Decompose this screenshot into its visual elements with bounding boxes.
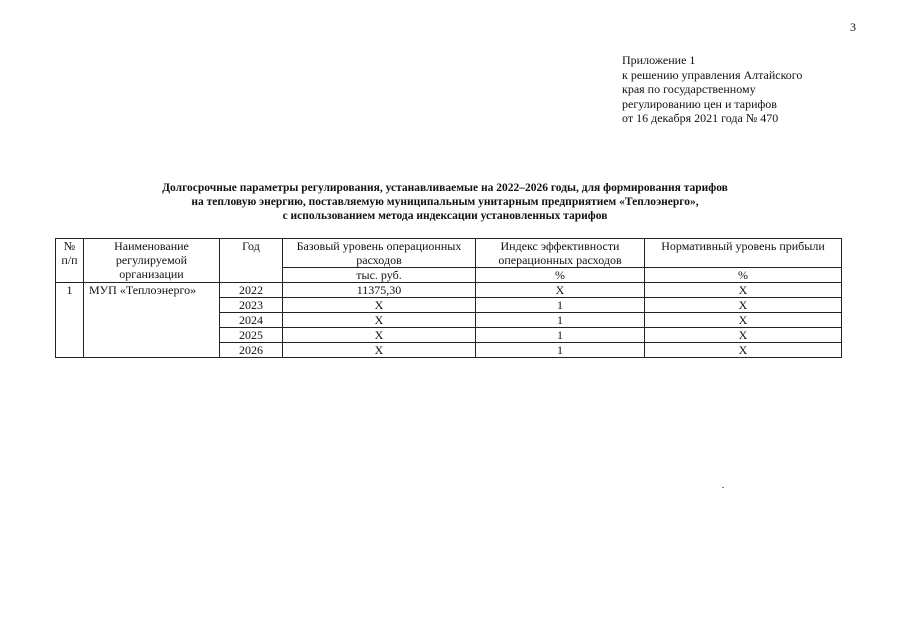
title-line: с использованием метода индексации установленных тарифов [282, 210, 608, 222]
table-row [56, 283, 842, 298]
cell-base-costs: X [283, 313, 476, 328]
title-line: Долгосрочные параметры регулирования, устанавливаемые на 2022–2026 годы, для формирования тарифов [162, 182, 728, 194]
table-header-row [56, 239, 842, 268]
appendix-line: к решению управления Алтайского [622, 67, 803, 82]
header-organization: Наименование регулируемой организации [84, 239, 220, 283]
header-profit-level: Нормативный уровень прибыли [645, 239, 842, 268]
cell-base-costs: X [283, 298, 476, 313]
cell-profit-level: X [645, 343, 842, 358]
scan-speck [722, 487, 724, 488]
cell-efficiency-index: 1 [476, 298, 645, 313]
appendix-block [622, 53, 802, 126]
header-year: Год [220, 239, 283, 283]
cell-profit-level: X [645, 313, 842, 328]
cell-year: 2022 [220, 283, 283, 298]
cell-organization: МУП «Теплоэнерго» [84, 283, 220, 358]
cell-efficiency-index: 1 [476, 313, 645, 328]
cell-year: 2023 [220, 298, 283, 313]
cell-profit-level: X [645, 298, 842, 313]
cell-profit-level: X [645, 328, 842, 343]
cell-efficiency-index: X [476, 283, 645, 298]
appendix-line: от 16 декабря 2021 года № 470 [622, 111, 779, 125]
cell-year: 2024 [220, 313, 283, 328]
unit-efficiency-index: % [476, 268, 645, 283]
cell-year: 2025 [220, 328, 283, 343]
parameters-table [55, 238, 842, 358]
cell-year: 2026 [220, 343, 283, 358]
header-efficiency-index: Индекс эффективности операционных расходов [476, 239, 645, 268]
cell-base-costs: X [283, 328, 476, 343]
title-line: на тепловую энергию, поставляемую муниципальным унитарным предприятием «Теплоэнерго», [191, 196, 699, 208]
unit-profit-level: % [645, 268, 842, 283]
page-number: 3 [850, 20, 856, 34]
appendix-line: Приложение 1 [622, 53, 696, 67]
appendix-line: регулированию цен и тарифов [622, 96, 777, 111]
cell-efficiency-index: 1 [476, 328, 645, 343]
cell-base-costs: X [283, 343, 476, 358]
document-title [100, 181, 790, 223]
unit-base-costs: тыс. руб. [283, 268, 476, 283]
header-base-costs: Базовый уровень операционных расходов [283, 239, 476, 268]
cell-profit-level: X [645, 283, 842, 298]
cell-base-costs: 11375,30 [283, 283, 476, 298]
appendix-line: края по государственному [622, 82, 756, 96]
cell-row-number: 1 [56, 283, 84, 358]
cell-efficiency-index: 1 [476, 343, 645, 358]
header-number: № п/п [56, 239, 84, 283]
